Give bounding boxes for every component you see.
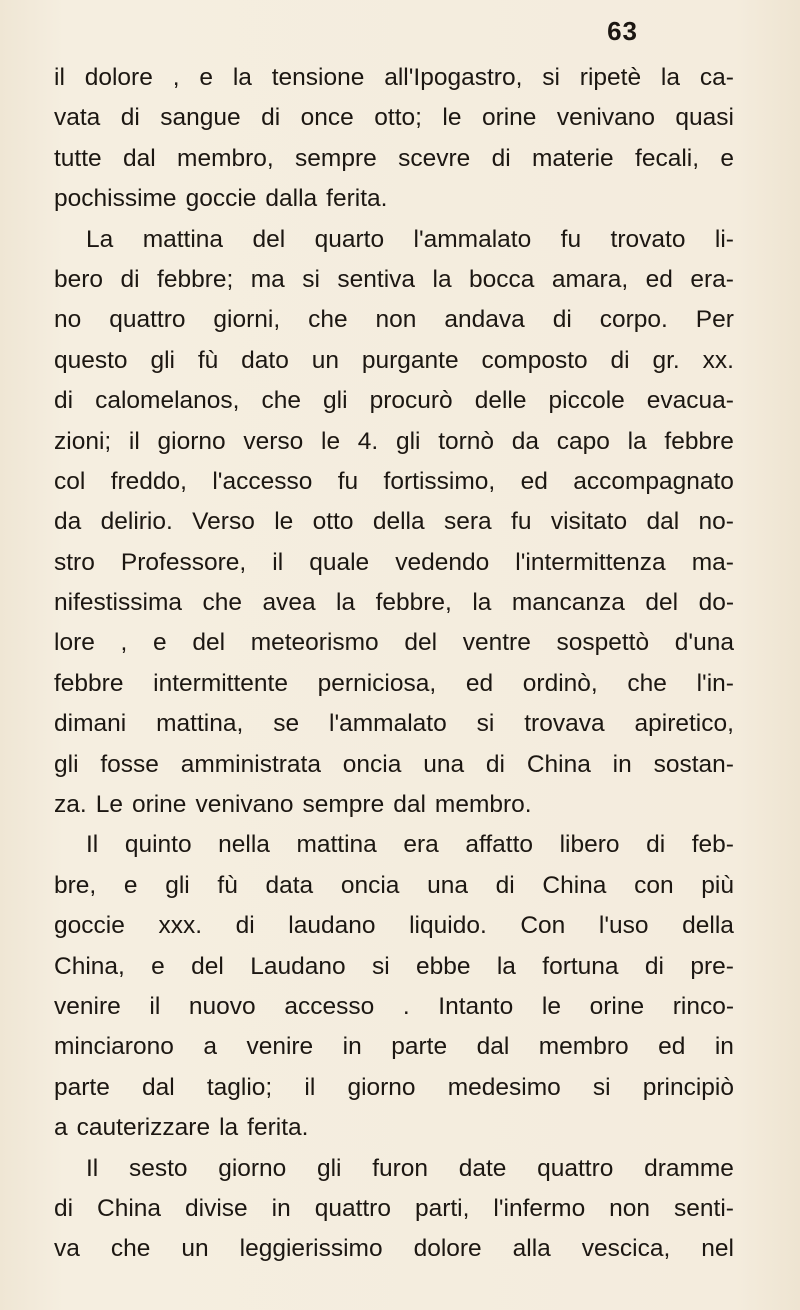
word: di xyxy=(485,750,505,778)
word: parti, xyxy=(414,1194,470,1222)
word: febbre xyxy=(664,427,734,455)
word: si xyxy=(542,64,560,91)
word: in xyxy=(612,750,632,778)
word: Intanto xyxy=(438,992,514,1020)
word: quasi xyxy=(675,104,734,132)
word: febbre, xyxy=(375,589,452,617)
word: fosse xyxy=(100,750,159,778)
word: bero xyxy=(54,265,104,293)
word: venivano xyxy=(556,104,655,132)
word: la xyxy=(432,265,452,293)
word: la xyxy=(660,64,680,91)
word: fecali, xyxy=(635,144,700,172)
text-line xyxy=(54,704,734,744)
word: fu xyxy=(560,225,582,253)
text-line xyxy=(54,98,734,138)
word: freddo, xyxy=(110,467,187,495)
word: membro, xyxy=(177,144,274,172)
word: furon xyxy=(372,1154,429,1182)
word: scevre xyxy=(398,144,471,172)
word: accompagnato xyxy=(573,467,734,495)
word: xxx. xyxy=(158,912,202,940)
word: pre- xyxy=(690,952,734,980)
word: Il xyxy=(86,831,99,859)
word: fù xyxy=(217,871,238,899)
word: ed xyxy=(658,1033,686,1061)
word: in xyxy=(342,1033,362,1061)
word: il xyxy=(272,548,284,576)
word: sospettò xyxy=(556,629,650,657)
word: e xyxy=(199,64,213,91)
word: La xyxy=(86,225,114,253)
word: gli xyxy=(323,387,348,415)
text-line xyxy=(54,583,734,623)
word: di xyxy=(261,104,281,132)
word: delle xyxy=(474,387,527,415)
text-line xyxy=(54,300,734,340)
word: parte xyxy=(391,1033,448,1061)
word: quattro xyxy=(109,306,186,334)
word: giorno xyxy=(157,427,226,455)
word: zioni; xyxy=(54,427,112,455)
word: un xyxy=(181,1235,209,1263)
word: e xyxy=(151,952,165,980)
word: dalla xyxy=(265,185,318,213)
word: l'uso xyxy=(598,912,649,940)
word: China, xyxy=(54,952,125,980)
word: dolore xyxy=(413,1235,482,1263)
word: ca- xyxy=(699,64,734,91)
word: membro. xyxy=(434,791,532,819)
word: venire xyxy=(246,1033,314,1061)
word: goccie xyxy=(185,185,257,213)
word: no- xyxy=(698,508,734,536)
word: le xyxy=(442,104,462,132)
word: libero xyxy=(559,831,620,859)
word: da xyxy=(54,508,82,536)
word: era xyxy=(403,831,439,859)
word: trovava xyxy=(524,710,605,738)
word: nella xyxy=(218,831,270,859)
word: quarto xyxy=(314,225,385,253)
word: venivano xyxy=(195,791,294,819)
word: vata xyxy=(54,104,101,132)
word: l'ammalato xyxy=(329,710,447,738)
word: che xyxy=(627,669,667,697)
word: divise xyxy=(185,1194,248,1222)
word: leggierissimo xyxy=(239,1235,383,1263)
word: procurò xyxy=(369,387,453,415)
word: si xyxy=(592,1073,611,1101)
word: non xyxy=(609,1194,651,1222)
word: la xyxy=(232,64,252,91)
word: date xyxy=(458,1154,507,1182)
word: Per xyxy=(695,306,734,334)
word: sangue xyxy=(160,104,241,132)
word: orine xyxy=(131,791,187,819)
word: quale xyxy=(309,548,370,576)
text-line xyxy=(54,58,734,98)
word: sostan- xyxy=(653,750,734,778)
word: medesimo xyxy=(447,1073,561,1101)
word: Professore, xyxy=(120,548,247,576)
word: minciarono xyxy=(54,1033,174,1061)
word: questo xyxy=(54,346,128,374)
word: si xyxy=(371,952,390,980)
word: trovato xyxy=(610,225,686,253)
word: dal xyxy=(393,791,426,819)
word: quinto xyxy=(124,831,192,859)
word: tutte xyxy=(54,144,102,172)
word: il xyxy=(128,427,140,455)
text-line xyxy=(54,220,734,260)
word: il xyxy=(304,1073,316,1101)
word: capo xyxy=(556,427,610,455)
text-line xyxy=(54,947,734,987)
word: intermittente xyxy=(153,669,288,697)
word: fu xyxy=(337,467,359,495)
word: pochissime xyxy=(54,185,177,213)
text-line xyxy=(54,1149,734,1189)
word: dramme xyxy=(644,1154,734,1182)
word: stro xyxy=(54,548,95,576)
word: un xyxy=(311,346,339,374)
word: principiò xyxy=(642,1073,734,1101)
word: China xyxy=(542,871,607,899)
word: giorno xyxy=(218,1154,287,1182)
text-line xyxy=(54,260,734,300)
word: ferita. xyxy=(326,185,388,213)
word: l'infermo xyxy=(493,1194,586,1222)
word: l'ammalato xyxy=(413,225,532,253)
word: feb- xyxy=(691,831,734,859)
text-line xyxy=(54,987,734,1027)
word: calomelanos, xyxy=(95,387,240,415)
word: di xyxy=(491,144,511,172)
word: perniciosa, xyxy=(317,669,437,697)
word: orine xyxy=(481,104,537,132)
word: le xyxy=(274,508,294,536)
word: di xyxy=(120,265,140,293)
text-line xyxy=(54,422,734,462)
word: col xyxy=(54,467,86,495)
word: ventre xyxy=(462,629,531,657)
word: Verso xyxy=(192,508,255,536)
word: a xyxy=(54,1114,68,1142)
word: andava xyxy=(444,306,525,334)
word: ordinò, xyxy=(522,669,598,697)
word: febbre; xyxy=(157,265,234,293)
text-line xyxy=(54,906,734,946)
word: do- xyxy=(698,589,734,617)
word: oncia xyxy=(342,750,402,778)
word: Con xyxy=(520,912,566,940)
word: rinco- xyxy=(672,992,734,1020)
word: della xyxy=(372,508,425,536)
word: di xyxy=(646,831,666,859)
word: liquido. xyxy=(409,912,487,940)
word: evacua- xyxy=(646,387,734,415)
text-line xyxy=(54,139,734,179)
word: xx. xyxy=(702,346,734,374)
text-line xyxy=(54,664,734,704)
word: del xyxy=(192,629,226,657)
word: che xyxy=(110,1235,151,1263)
word: membro xyxy=(538,1033,629,1061)
word: ma xyxy=(250,265,285,293)
text-line xyxy=(54,785,734,825)
word: China xyxy=(97,1194,162,1222)
word: nifestissima xyxy=(54,589,182,617)
word: sesto xyxy=(128,1154,188,1182)
word: ma- xyxy=(691,548,734,576)
word: fortuna xyxy=(542,952,619,980)
word: affatto xyxy=(465,831,534,859)
word: composto xyxy=(481,346,588,374)
word: tensione xyxy=(271,64,365,91)
word: della xyxy=(682,912,734,940)
word: gli xyxy=(54,750,79,778)
text-line xyxy=(54,623,734,663)
word: di xyxy=(235,912,255,940)
word: tornò xyxy=(438,427,495,455)
word: e xyxy=(720,144,734,172)
word: meteorismo xyxy=(250,629,379,657)
word: sempre xyxy=(302,791,385,819)
word: . xyxy=(402,992,410,1020)
word: di xyxy=(54,1194,74,1222)
word: bocca xyxy=(469,265,535,293)
word: delirio. xyxy=(100,508,173,536)
word: dal xyxy=(123,144,156,172)
word: materie xyxy=(531,144,614,172)
text-line xyxy=(54,1229,734,1269)
word: il xyxy=(54,64,65,91)
text-line xyxy=(54,866,734,906)
text-line xyxy=(54,341,734,381)
text-line xyxy=(54,543,734,583)
body-text xyxy=(54,58,734,1270)
word: si xyxy=(302,265,320,293)
word: gli xyxy=(395,427,421,455)
word: quattro xyxy=(314,1194,391,1222)
word: sempre xyxy=(295,144,377,172)
word: che xyxy=(202,589,242,617)
word: vescica, xyxy=(581,1235,671,1263)
text-line xyxy=(54,1189,734,1229)
word: , xyxy=(120,629,128,657)
word: sentiva xyxy=(337,265,416,293)
word: e xyxy=(153,629,167,657)
word: dal xyxy=(646,508,680,536)
word: giorno xyxy=(347,1073,416,1101)
word: mattina xyxy=(142,225,224,253)
word: a xyxy=(203,1033,217,1061)
word: che xyxy=(261,387,302,415)
word: Le xyxy=(95,791,123,819)
word: mancanza xyxy=(511,589,625,617)
word: 4. xyxy=(357,427,379,455)
word: , xyxy=(172,64,180,91)
word: Il xyxy=(86,1154,99,1182)
word: di xyxy=(610,346,630,374)
word: amministrata xyxy=(180,750,321,778)
text-line xyxy=(54,825,734,865)
word: alla xyxy=(512,1235,551,1263)
word: in xyxy=(714,1033,734,1061)
word: da xyxy=(511,427,540,455)
word: nuovo xyxy=(188,992,256,1020)
word: del xyxy=(191,952,224,980)
word: la xyxy=(336,589,356,617)
word: febbre xyxy=(54,669,124,697)
word: lore xyxy=(54,629,95,657)
word: mattina xyxy=(296,831,377,859)
word: una xyxy=(423,750,465,778)
word: apiretico, xyxy=(634,710,734,738)
word: oncia xyxy=(340,871,400,899)
word: data xyxy=(265,871,314,899)
word: la xyxy=(472,589,492,617)
text-line xyxy=(54,462,734,502)
word: gli xyxy=(316,1154,342,1182)
text-line xyxy=(54,1108,734,1148)
word: fù xyxy=(197,346,219,374)
text-line xyxy=(54,502,734,542)
word: avea xyxy=(262,589,316,617)
word: bre, xyxy=(54,871,97,899)
word: otto xyxy=(312,508,354,536)
word: ripetè xyxy=(579,64,642,91)
word: corpo. xyxy=(599,306,668,334)
word: la xyxy=(219,1114,239,1142)
word: che xyxy=(308,306,348,334)
word: visitato xyxy=(550,508,628,536)
word: le xyxy=(541,992,561,1020)
word: dolore xyxy=(84,64,153,91)
word: once xyxy=(300,104,354,132)
word: fortissimo, xyxy=(383,467,496,495)
word: nel xyxy=(701,1235,734,1263)
word: di xyxy=(54,387,74,415)
word: in xyxy=(271,1194,291,1222)
word: orine xyxy=(589,992,645,1020)
word: taglio; xyxy=(206,1073,273,1101)
word: l'accesso xyxy=(212,467,313,495)
word: goccie xyxy=(54,912,125,940)
word: d'una xyxy=(674,629,734,657)
word: accesso xyxy=(284,992,375,1020)
word: se xyxy=(273,710,300,738)
word: amara, xyxy=(551,265,629,293)
word: verso xyxy=(243,427,304,455)
word: gli xyxy=(165,871,190,899)
word: era- xyxy=(690,265,734,293)
word: il xyxy=(149,992,161,1020)
word: di xyxy=(120,104,140,132)
word: del xyxy=(404,629,438,657)
word: una xyxy=(427,871,468,899)
word: laudano xyxy=(288,912,376,940)
word: no xyxy=(54,306,82,334)
word: la xyxy=(627,427,647,455)
word: sera xyxy=(443,508,492,536)
word: si xyxy=(476,710,495,738)
word: Laudano xyxy=(250,952,346,980)
word: quattro xyxy=(537,1154,614,1182)
word: dato xyxy=(241,346,289,374)
word: ebbe xyxy=(415,952,471,980)
word: dal xyxy=(476,1033,510,1061)
word: gli xyxy=(150,346,175,374)
word: di xyxy=(495,871,515,899)
word: piccole xyxy=(548,387,625,415)
text-line xyxy=(54,1027,734,1067)
word: ed xyxy=(520,467,548,495)
word: otto; xyxy=(374,104,422,132)
word: venire xyxy=(54,992,121,1020)
word: non xyxy=(375,306,417,334)
word: e xyxy=(123,871,138,899)
word: za. xyxy=(54,791,87,819)
word: di xyxy=(644,952,664,980)
word: all'Ipogastro, xyxy=(384,64,523,91)
word: ferita. xyxy=(247,1114,309,1142)
text-line xyxy=(54,745,734,785)
word: mattina, xyxy=(156,710,244,738)
word: con xyxy=(634,871,674,899)
word: China xyxy=(526,750,591,778)
word: li- xyxy=(714,225,734,253)
word: senti- xyxy=(674,1194,734,1222)
text-line xyxy=(54,179,734,219)
word: più xyxy=(701,871,734,899)
word: cauterizzare xyxy=(76,1114,211,1142)
word: l'in- xyxy=(696,669,734,697)
word: purgante xyxy=(361,346,459,374)
word: di xyxy=(552,306,572,334)
word: dal xyxy=(142,1073,175,1101)
word: le xyxy=(321,427,341,455)
word: ed xyxy=(645,265,673,293)
word: ed xyxy=(465,669,494,697)
word: del xyxy=(645,589,679,617)
word: gr. xyxy=(652,346,680,374)
word: parte xyxy=(54,1073,110,1101)
word: la xyxy=(496,952,516,980)
page-number: 63 xyxy=(607,16,638,46)
text-line xyxy=(54,1068,734,1108)
word: l'intermittenza xyxy=(515,548,666,576)
word: vedendo xyxy=(395,548,490,576)
word: del xyxy=(252,225,286,253)
word: giorni, xyxy=(213,306,281,334)
text-line xyxy=(54,381,734,421)
word: va xyxy=(54,1235,80,1263)
word: dimani xyxy=(54,710,127,738)
word: fu xyxy=(511,508,532,536)
